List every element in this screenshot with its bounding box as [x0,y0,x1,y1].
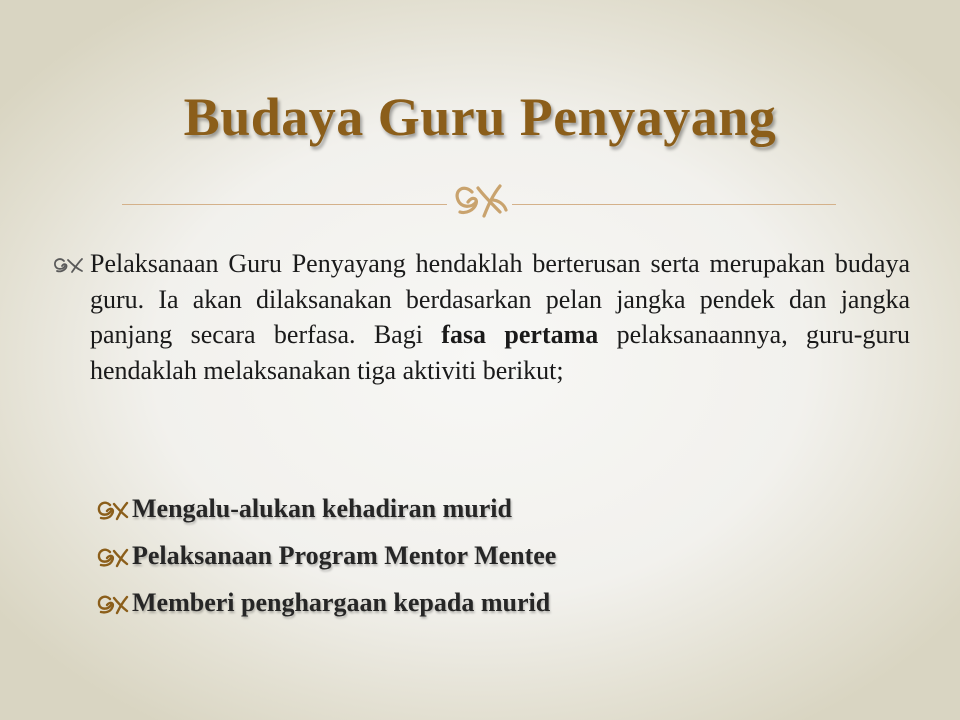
title-divider-right [512,204,836,205]
activity-label: Mengalu-alukan kehadiran murid [132,494,512,523]
activity-item-3 [96,582,796,629]
flourish-bullet-icon [96,546,130,568]
paragraph-text-start: Pelaksanaan Guru Penyayang hendaklah berterusan serta merupakan budaya guru. Ia akan dilaksanakan berdasarkan pelan jangka pendek dan jangka panjang secara berfasa. Bagi [90,249,910,349]
bullet-paragraph [52,246,910,388]
content-body [52,246,910,388]
flourish-bullet-icon [96,499,130,521]
activity-label: Pelaksanaan Program Mentor Mentee [132,541,557,570]
activity-list [96,488,796,629]
flourish-bullet-icon [96,593,130,615]
title-divider-left [122,204,447,205]
activity-item-1 [96,488,796,535]
flourish-bullet-icon [52,256,86,274]
paragraph-text-end: pelaksanaannya, guru-guru hendaklah melaksanakan tiga aktiviti berikut; [90,320,911,385]
flourish-divider-icon [448,178,512,222]
intro-paragraph [90,246,910,388]
activity-label: Memberi penghargaan kepada murid [132,588,551,617]
slide-title: Budaya Guru Penyayang [183,87,777,147]
activity-item-2 [96,535,796,582]
paragraph-bold-phrase: fasa pertama [441,320,599,349]
